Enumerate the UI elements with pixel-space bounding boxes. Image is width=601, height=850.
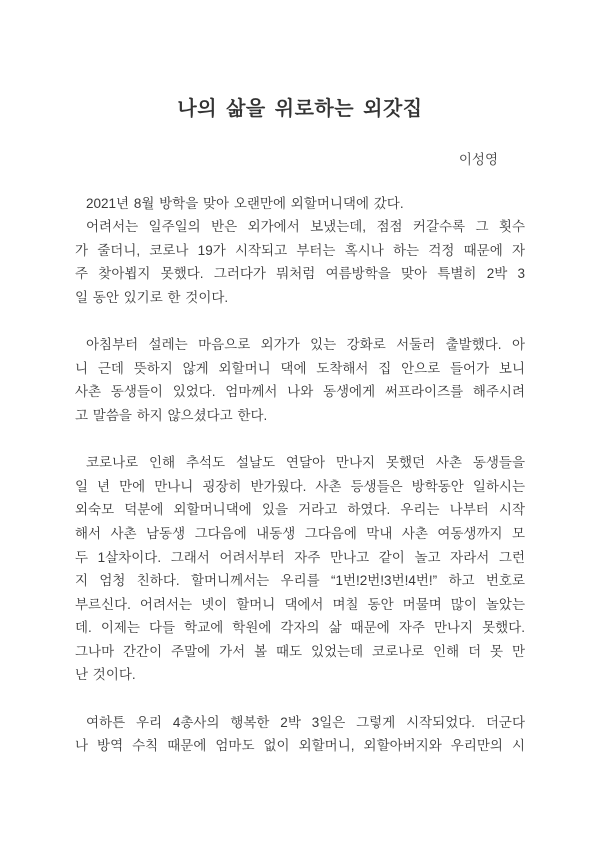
text-line: 여하튼 우리 4총사의 행복한 2박 3일은 그렇게 시작되었다. 더군다 <box>86 714 525 730</box>
text-line: 가 줄더니, 코로나 19가 시작되고 부터는 혹시나 하는 걱정 때문에 자 <box>75 242 525 258</box>
paragraph <box>75 333 525 427</box>
text-line: 나 방역 수칙 때문에 엄마도 없이 외할머니, 외할아버지와 우리만의 시 <box>75 738 525 754</box>
text-line: 코로나로 인해 추석도 설날도 연달아 만나지 못했던 사촌 동생들을 <box>86 455 525 471</box>
text-line: 일 동안 있기로 한 것이다. <box>75 289 229 305</box>
document-body <box>75 192 525 758</box>
text-line: 외숙모 덕분에 외할머니댁에 있을 거라고 하였다. 우리는 나부터 시작 <box>75 502 525 518</box>
text-line: 어려서는 일주일의 반은 외가에서 보냈는데, 점점 커갈수록 그 횟수 <box>86 219 525 235</box>
text-line: 아침부터 설레는 마음으로 외가가 있는 강화로 서둘러 출발했다. 아 <box>86 337 525 353</box>
text-line: 지 엄청 친하다. 할머니께서는 우리를 “1번!2번!3번!4번!” 하고 번호로 <box>75 573 525 589</box>
text-line: 사촌 동생들이 있었다. 엄마께서 나와 동생에게 써프라이즈를 해주시려 <box>75 384 525 400</box>
text-line: 주 찾아뵙지 못했다. 그러다가 뭐처럼 여름방학을 맞아 특별히 2박 3 <box>75 266 525 282</box>
text-line: 니 근데 뜻하지 않게 외할머니 댁에 도착해서 집 안으로 들어가 보니 <box>75 360 525 376</box>
text-line: 일 년 만에 만나니 굉장히 반가웠다. 사촌 등생들은 방학동안 일하시는 <box>75 478 525 494</box>
text-line: 해서 사촌 남동생 그다음에 내동생 그다음에 막내 사촌 여동생까지 모 <box>75 525 525 541</box>
paragraph <box>75 711 525 758</box>
paragraph <box>75 451 525 687</box>
text-line: 고 말씀을 하지 않으셨다고 한다. <box>75 407 268 423</box>
text-line: 그나마 간간이 주말에 가서 볼 때도 있었는데 코로나로 인해 더 못 만 <box>75 643 525 659</box>
paragraph <box>75 215 525 309</box>
text-line: 2021년 8월 방학을 맞아 오랜만에 외할머니댁에 갔다. <box>86 195 404 211</box>
text-line: 난 것이다. <box>75 667 136 683</box>
text-line: 부르신다. 어려서는 넷이 할머니 댁에서 며칠 동안 머물며 많이 놀았는 <box>75 596 525 612</box>
document-title: 나의 삶을 위로하는 외갓집 <box>177 98 423 120</box>
paragraph <box>75 192 525 216</box>
author-name: 이성영 <box>458 152 498 167</box>
text-line: 데. 이제는 다들 학교에 학원에 각자의 삶 때문에 자주 만나지 못했다. <box>75 620 525 636</box>
text-line: 두 1살차이다. 그래서 어려서부터 자주 만나고 같이 놀고 자라서 그런 <box>75 549 525 565</box>
